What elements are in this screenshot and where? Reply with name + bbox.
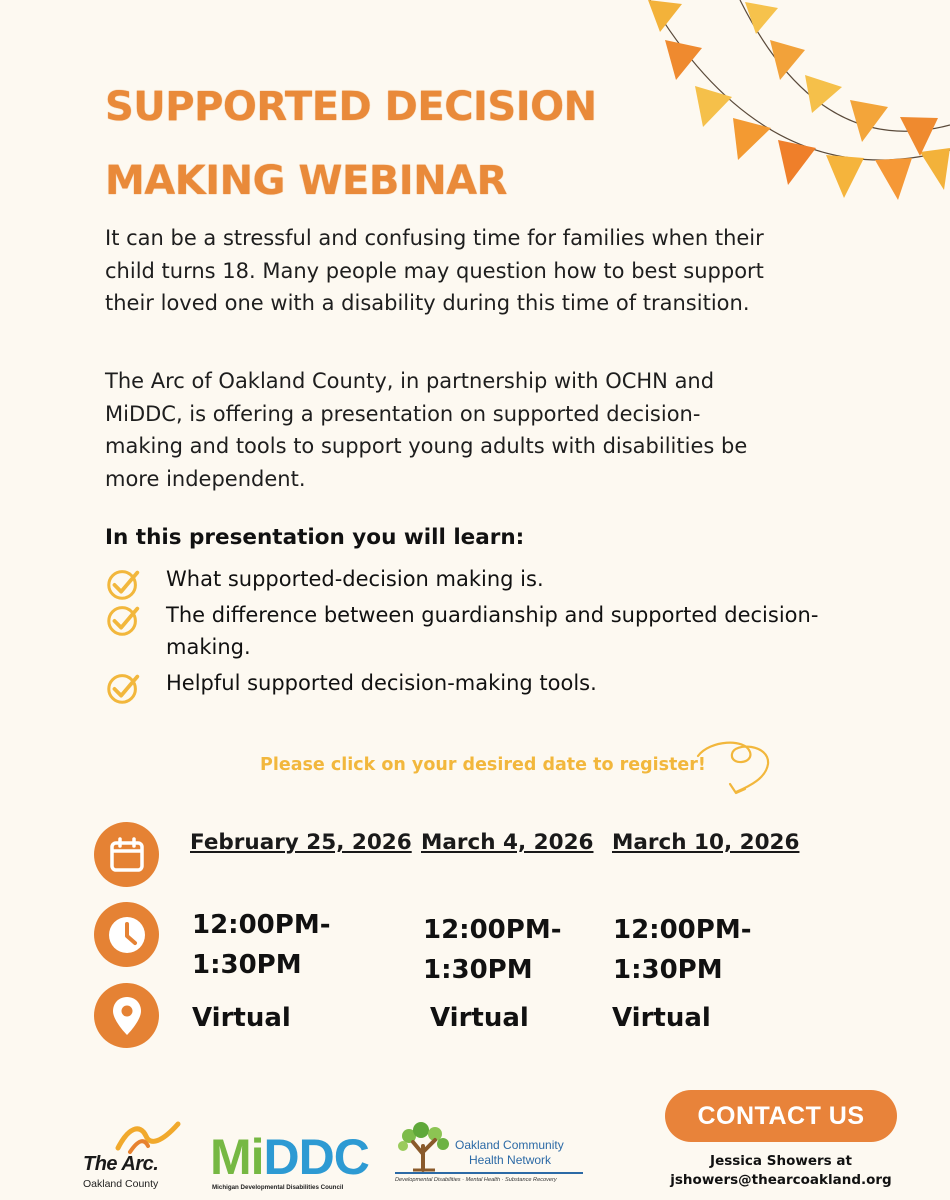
- intro-paragraph-1: It can be a stressful and confusing time for families when their child turns 18. Many people may question how to best support their loved one with a disability during this time of transition.: [105, 226, 764, 315]
- session-time-end: 1:30PM: [192, 950, 302, 980]
- ochn-logo-name: [455, 1138, 564, 1168]
- middc-logo: [210, 1129, 369, 1194]
- session-location: Virtual: [612, 1003, 711, 1033]
- learn-item: [105, 563, 825, 596]
- ochn-logo-name-line1: Oakland Community: [455, 1138, 564, 1152]
- learn-heading: In this presentation you will learn:: [105, 525, 525, 550]
- learn-item-text: The difference between guardianship and supported decision-making.: [166, 602, 819, 659]
- contact-us-button[interactable]: CONTACT US: [665, 1090, 897, 1142]
- arc-logo: [78, 1118, 193, 1193]
- register-prompt: Please click on your desired date to register!: [260, 755, 706, 775]
- contact-email-link[interactable]: jshowers@thearcoakland.org: [670, 1172, 892, 1188]
- curly-arrow-icon: [690, 738, 780, 800]
- session-time-start: 12:00PM-: [192, 910, 331, 940]
- session-time-start: 12:00PM-: [423, 915, 562, 945]
- tree-icon: [395, 1122, 455, 1172]
- bunting-decoration: [620, 0, 950, 215]
- title-line-2: MAKING WEBINAR: [105, 158, 507, 204]
- session-location: Virtual: [192, 1003, 291, 1033]
- ochn-logo-tagline: Developmental Disabilities · Mental Health · Substance Recovery: [395, 1177, 557, 1183]
- page-title: [105, 70, 665, 218]
- learn-item-text: What supported-decision making is.: [166, 567, 544, 591]
- learn-list: [105, 563, 825, 702]
- session-time: [613, 910, 751, 990]
- checkmark-circle-icon: [105, 669, 143, 707]
- contact-info: [640, 1152, 922, 1190]
- calendar-icon: [94, 822, 159, 887]
- learn-item-text: Helpful supported decision-making tools.: [166, 670, 597, 695]
- checkmark-circle-icon: [105, 565, 143, 603]
- session-time: [192, 905, 330, 985]
- session-date-link[interactable]: March 4, 2026: [421, 830, 594, 855]
- title-line-1: SUPPORTED DECISION: [105, 84, 597, 130]
- ochn-logo-divider: [395, 1172, 583, 1174]
- session-time: [423, 910, 561, 990]
- contact-name: Jessica Showers at: [710, 1153, 852, 1169]
- arc-logo-name: The Arc.: [83, 1153, 159, 1175]
- learn-item: [105, 667, 825, 700]
- ochn-logo: [395, 1122, 590, 1192]
- middc-logo-name: MiDDC: [210, 1129, 369, 1185]
- checkmark-circle-icon: [105, 601, 143, 639]
- location-pin-icon: [94, 983, 159, 1048]
- arc-logo-subtitle: Oakland County: [83, 1178, 159, 1190]
- learn-item: [105, 599, 825, 664]
- session-time-end: 1:30PM: [423, 955, 533, 985]
- ochn-logo-name-line2: Health Network: [469, 1153, 552, 1167]
- session-date-link[interactable]: March 10, 2026: [612, 830, 800, 855]
- session-time-end: 1:30PM: [613, 955, 723, 985]
- session-location: Virtual: [430, 1003, 529, 1033]
- session-date-link[interactable]: February 25, 2026: [190, 830, 412, 855]
- middc-logo-subtitle: Michigan Developmental Disabilities Council: [212, 1184, 344, 1191]
- arc-swoosh-icon: [78, 1118, 193, 1158]
- clock-icon: [94, 902, 159, 967]
- intro-paragraph-2: The Arc of Oakland County, in partnership with OCHN and MiDDC, is offering a presentation on supported decision-making and tools to support young adults with disabilities be more independent.: [105, 369, 748, 491]
- session-time-start: 12:00PM-: [613, 915, 752, 945]
